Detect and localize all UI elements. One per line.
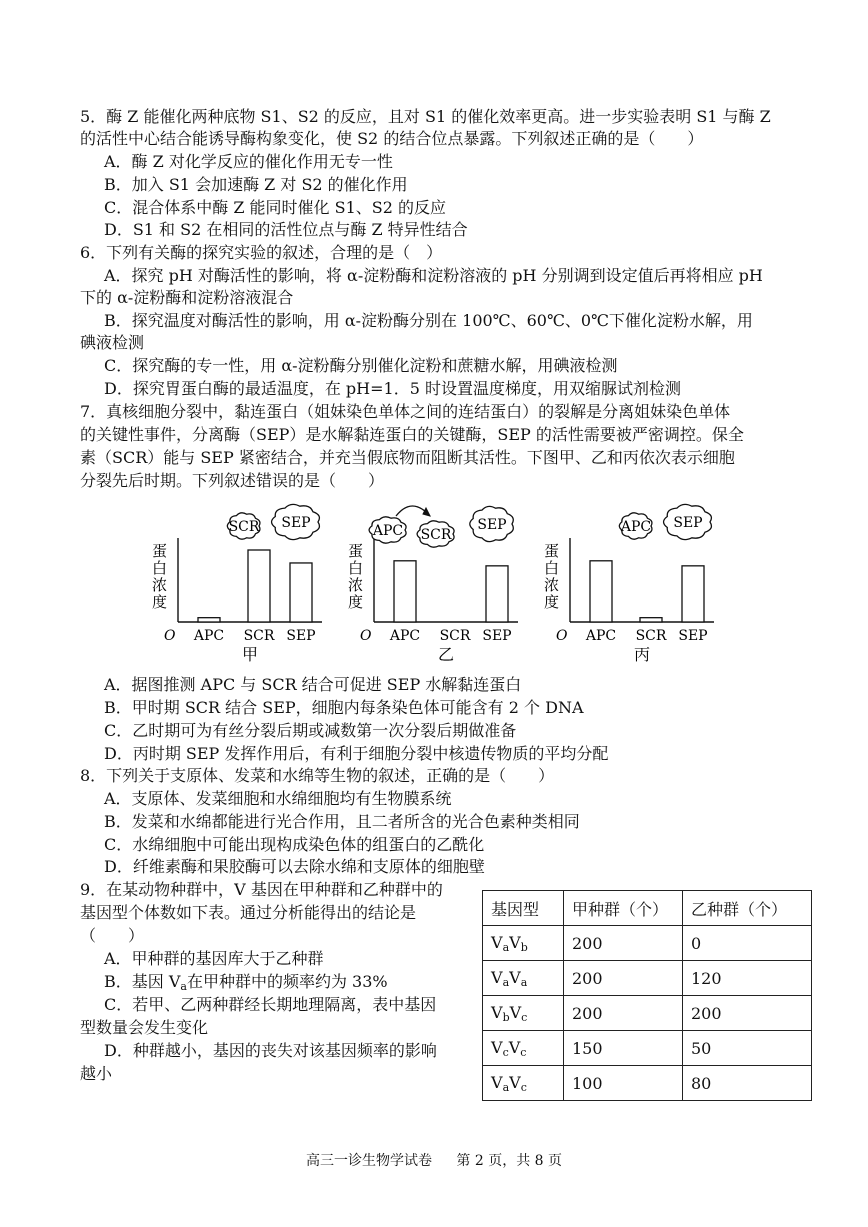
q7-option-b: B．甲时期 SCR 结合 SEP，细胞内每条染色体可能含有 2 个 DNA	[104, 698, 584, 717]
table-row	[483, 996, 812, 1031]
q9-stem-line2: 基因型个体数如下表。通过分析能得出的结论是	[80, 903, 417, 922]
bar-scr	[248, 550, 270, 622]
genotype-cell: $V_aV_a$	[483, 961, 564, 996]
protein-bubble-label-sep: SEP	[477, 517, 507, 533]
header-population-yi: 乙种群（个）	[683, 891, 812, 926]
y-axis-label-char: 白	[152, 559, 168, 577]
y-axis-label-char: 度	[544, 593, 560, 611]
yi-count: 80	[683, 1066, 812, 1101]
q9-option-c-line1: C．若甲、乙两种群经长期地理隔离，表中基因	[104, 995, 437, 1014]
jia-count: 150	[564, 1031, 683, 1066]
q5-option-b: B．加入 S1 会加速酶 Z 对 S2 的催化作用	[104, 175, 408, 194]
q8-option-a: A．支原体、发菜细胞和水绵细胞均有生物膜系统	[104, 789, 452, 808]
q7-stem-line4: 分裂先后时期。下列叙述错误的是（ ）	[80, 471, 385, 490]
q6-option-a-line1: A．探究 pH 对酶活性的影响，将 α-淀粉酶和淀粉溶液的 pH 分别调到设定值后再将相应 pH	[104, 266, 763, 285]
yi-count: 50	[683, 1031, 812, 1066]
q8-stem: 8．下列关于支原体、发菜和水绵等生物的叙述，正确的是（ ）	[80, 766, 555, 785]
q5-stem-line2: 的活性中心结合能诱导酶构象变化，使 S2 的结合位点暴露。下列叙述正确的是（ ）	[80, 129, 704, 148]
q9-option-b: B．基因 $V_a$在甲种群中的频率约为 33%	[104, 972, 388, 993]
q9-option-a: A．甲种群的基因库大于乙种群	[104, 949, 324, 968]
tick-label-sep: SEP	[482, 628, 512, 644]
yi-count: 200	[683, 996, 812, 1031]
tick-label-scr: SCR	[243, 628, 275, 644]
footer-page-number: 第 2 页，共 8 页	[456, 1153, 563, 1169]
origin-label: O	[360, 628, 372, 644]
tick-label-sep: SEP	[678, 628, 708, 644]
y-axis-label-char: 度	[348, 593, 364, 611]
genotype-cell: $V_bV_c$	[483, 996, 564, 1031]
jia-count: 200	[564, 926, 683, 961]
y-axis-label-char: 度	[152, 593, 168, 611]
genotype-table	[482, 890, 812, 1101]
q9-option-d-line1: D．种群越小，基因的丧失对该基因频率的影响	[104, 1041, 437, 1060]
q6-option-b-line1: B．探究温度对酶活性的影响，用 α-淀粉酶分别在 100℃、60℃、0℃下催化淀粉水解，用	[104, 311, 753, 330]
y-axis-label-char: 蛋	[152, 542, 168, 560]
bar-sep	[290, 563, 312, 622]
genotype-cell: $V_aV_c$	[483, 1066, 564, 1101]
protein-bubble-label-sep: SEP	[281, 515, 311, 531]
y-axis-label-char: 浓	[348, 576, 364, 594]
q7-stem-line3: 素（SCR）能与 SEP 紧密结合，并充当假底物而阻断其活性。下图甲、乙和丙依次表示细胞	[80, 448, 735, 467]
y-axis-label-char: 浓	[544, 576, 560, 594]
tick-label-scr: SCR	[439, 628, 471, 644]
header-population-jia: 甲种群（个）	[564, 891, 683, 926]
panel-caption: 丙	[633, 645, 651, 664]
origin-label: O	[556, 628, 568, 644]
q5-option-d: D．S1 和 S2 在相同的活性位点与酶 Z 特异性结合	[104, 220, 468, 239]
q8-option-b: B．发菜和水绵都能进行光合作用，且二者所含的光合色素种类相同	[104, 812, 580, 831]
tick-label-apc: APC	[389, 628, 421, 644]
yi-count: 120	[683, 961, 812, 996]
q5-option-a: A．酶 Z 对化学反应的催化作用无专一性	[104, 152, 393, 171]
jia-count: 100	[564, 1066, 683, 1101]
table-header-row	[483, 891, 812, 926]
protein-bubble-label-apc: APC	[372, 523, 404, 539]
q5-stem-line1: 5．酶 Z 能催化两种底物 S1、S2 的反应，且对 S1 的催化效率更高。进一步实验表明 S1 与酶 Z	[80, 107, 771, 126]
binding-arrow-head	[423, 508, 430, 516]
q7-option-a: A．据图推测 APC 与 SCR 结合可促进 SEP 水解黏连蛋白	[104, 675, 522, 694]
q6-stem: 6．下列有关酶的探究实验的叙述，合理的是（ ）	[80, 243, 443, 262]
q9-option-c-line2: 型数量会发生变化	[80, 1018, 209, 1037]
q7-option-c: C．乙时期可为有丝分裂后期或减数第一次分裂后期做准备	[104, 721, 517, 740]
q9-option-d-line2: 越小	[80, 1064, 113, 1083]
protein-bubble-label-scr: SCR	[420, 527, 452, 543]
tick-label-scr: SCR	[635, 628, 667, 644]
q9-stem-line1: 9．在某动物种群中，V 基因在甲种群和乙种群中的	[80, 880, 443, 899]
bar-scr	[640, 618, 662, 622]
bar-sep	[682, 566, 704, 622]
table-row	[483, 1031, 812, 1066]
q6-option-b-line2: 碘液检测	[80, 333, 145, 352]
y-axis-label-char: 蛋	[544, 542, 560, 560]
bar-apc	[590, 561, 612, 622]
protein-bubble-label-apc: APC	[620, 519, 652, 535]
y-axis-label-char: 白	[348, 559, 364, 577]
q8-option-d: D．纤维素酶和果胶酶可以去除水绵和支原体的细胞壁	[104, 857, 485, 876]
q6-option-d: D．探究胃蛋白酶的最适温度，在 pH=1．5 时设置温度梯度，用双缩脲试剂检测	[104, 379, 681, 398]
header-genotype: 基因型	[483, 891, 564, 926]
table-row	[483, 1066, 812, 1101]
bar-sep	[486, 566, 508, 622]
y-axis-label-char: 白	[544, 559, 560, 577]
protein-bubble-label-scr: SCR	[228, 519, 260, 535]
y-axis-label-char: 浓	[152, 576, 168, 594]
jia-count: 200	[564, 996, 683, 1031]
genotype-cell: $V_cV_c$	[483, 1031, 564, 1066]
panel-caption: 甲	[241, 645, 259, 664]
tick-label-sep: SEP	[286, 628, 316, 644]
tick-label-apc: APC	[193, 628, 225, 644]
q8-option-c: C．水绵细胞中可能出现构成染色体的组蛋白的乙酰化	[104, 835, 485, 854]
q7-option-d: D．丙时期 SEP 发挥作用后，有利于细胞分裂中核遗传物质的平均分配	[104, 744, 609, 763]
q7-stem-line1: 7．真核细胞分裂中，黏连蛋白（姐妹染色单体之间的连结蛋白）的裂解是分离姐妹染色单体	[80, 402, 731, 421]
table-row	[483, 961, 812, 996]
q7-stem-line2: 的关键性事件，分离酶（SEP）是水解黏连蛋白的关键酶，SEP 的活性需要被严密调控。保全	[80, 425, 744, 444]
y-axis-label-char: 蛋	[348, 542, 364, 560]
bar-apc	[394, 561, 416, 622]
jia-count: 200	[564, 961, 683, 996]
origin-label: O	[164, 628, 176, 644]
protein-concentration-figure	[150, 494, 730, 672]
q5-option-c: C．混合体系中酶 Z 能同时催化 S1、S2 的反应	[104, 198, 446, 217]
q9-stem-line3: （ ）	[80, 926, 145, 945]
genotype-cell: $V_aV_b$	[483, 926, 564, 961]
tick-label-apc: APC	[585, 628, 617, 644]
yi-count: 0	[683, 926, 812, 961]
q6-option-a-line2: 下的 α-淀粉酶和淀粉溶液混合	[80, 288, 294, 307]
footer-title: 高三一诊生物学试卷	[305, 1153, 432, 1169]
bar-apc	[198, 618, 220, 622]
table-row	[483, 926, 812, 961]
q6-option-c: C．探究酶的专一性，用 α-淀粉酶分别催化淀粉和蔗糖水解，用碘液检测	[104, 356, 618, 375]
protein-bubble-label-sep: SEP	[673, 515, 703, 531]
panel-caption: 乙	[437, 645, 455, 664]
page-footer	[0, 1150, 868, 1170]
